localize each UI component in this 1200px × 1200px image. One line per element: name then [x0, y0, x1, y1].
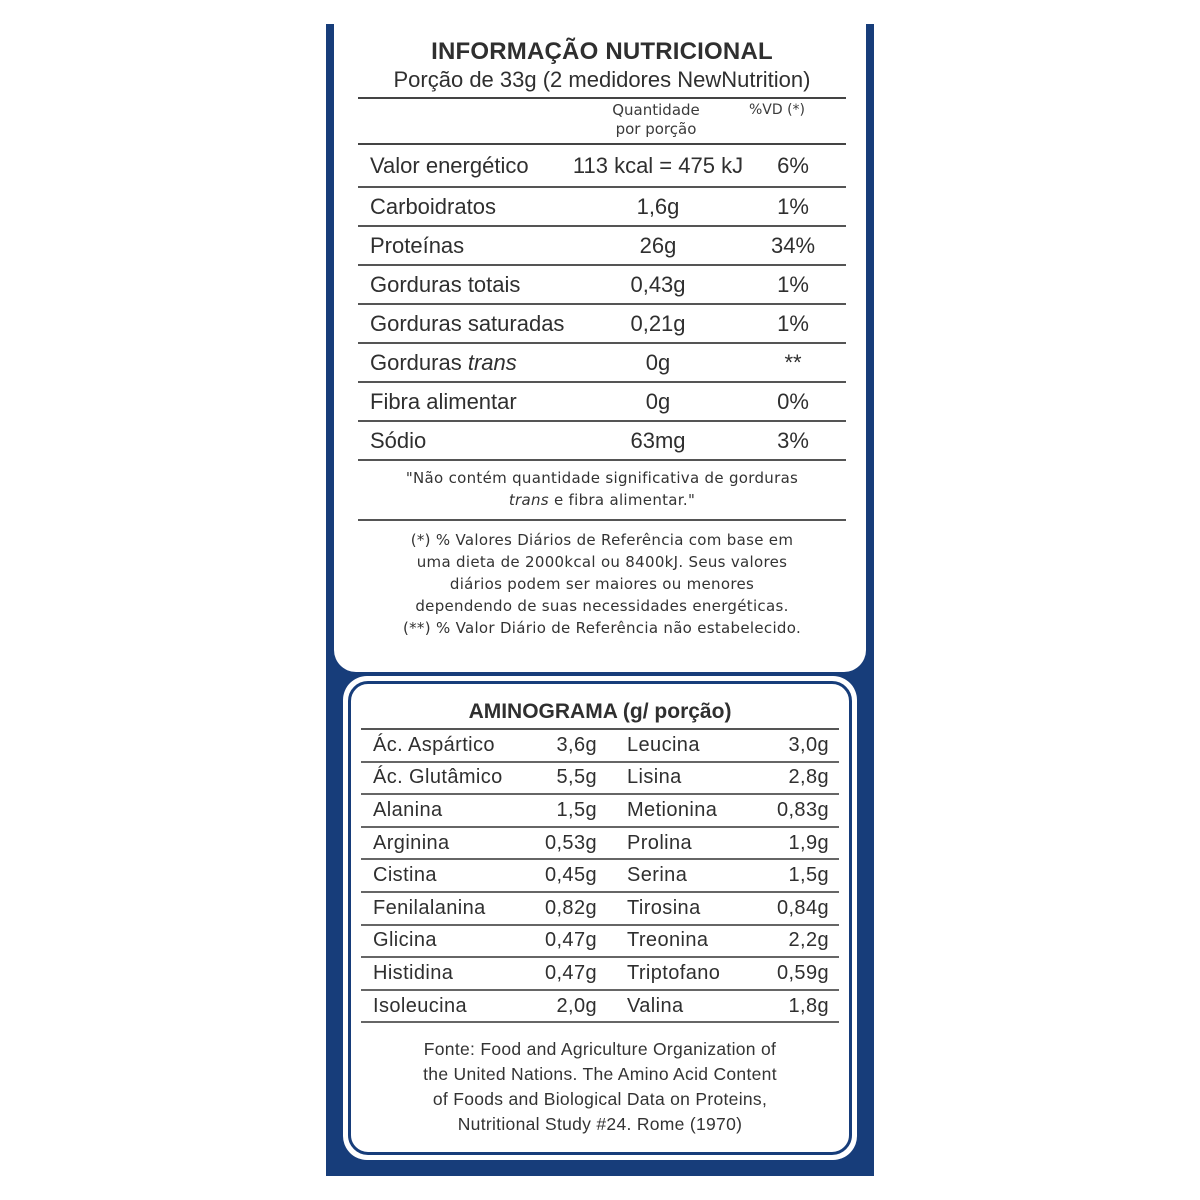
- amino-value: 0,83g: [776, 798, 829, 821]
- amino-name: Arginina: [373, 831, 450, 854]
- nutrition-header-row: [358, 97, 846, 145]
- nutrient-name: Gorduras saturadas: [370, 310, 565, 336]
- amino-name: Prolina: [627, 831, 693, 854]
- nutrient-quantity: 0g: [645, 349, 671, 375]
- nutrient-quantity: 0,21g: [630, 310, 686, 336]
- amino-value: 1,8g: [788, 994, 829, 1017]
- aminogram-row: [361, 893, 839, 926]
- nutrient-quantity: 0,43g: [630, 271, 686, 297]
- nutrient-quantity: 0g: [645, 388, 671, 414]
- nutrient-name: Fibra alimentar: [370, 388, 517, 414]
- nutrition-row: [358, 266, 846, 305]
- nutrient-daily-value: **: [784, 349, 802, 375]
- nutrient-quantity: 113 kcal = 475 kJ: [572, 152, 744, 178]
- amino-name: Glicina: [373, 929, 437, 952]
- amino-value: 0,47g: [544, 929, 597, 952]
- amino-name: Tirosina: [627, 896, 701, 919]
- aminogram-row: [361, 763, 839, 796]
- nutrient-daily-value: 1%: [777, 310, 809, 336]
- amino-name: Ác. Glutâmico: [373, 766, 503, 789]
- aminogram-panel: [343, 676, 857, 1160]
- nutrient-name: Carboidratos: [370, 193, 496, 219]
- nutrient-daily-value: 6%: [777, 152, 809, 178]
- amino-value: 1,5g: [556, 798, 597, 821]
- nutrition-row: [358, 383, 846, 422]
- aminogram-row: [361, 795, 839, 828]
- amino-value: 0,59g: [776, 961, 829, 984]
- amino-name: Lisina: [627, 766, 682, 789]
- amino-name: Triptofano: [627, 961, 721, 984]
- nutrient-name: Sódio: [370, 427, 427, 453]
- nutrient-name: Proteínas: [370, 232, 465, 258]
- amino-value: 0,47g: [544, 961, 597, 984]
- aminogram-row: [361, 926, 839, 959]
- aminogram-source: Fonte: Food and Agriculture Organization of the United Nations. The Amino Acid Content of Foods and Biological Data on Proteins, Nutritional Study #24. Rome (1970): [423, 1039, 777, 1135]
- aminogram-row: [361, 828, 839, 861]
- amino-value: 0,82g: [544, 896, 597, 919]
- aminogram-row: [361, 958, 839, 991]
- amino-name: Alanina: [373, 798, 443, 821]
- amino-value: 3,6g: [556, 733, 597, 756]
- amino-value: 3,0g: [788, 733, 829, 756]
- amino-value: 2,8g: [788, 766, 829, 789]
- amino-value: 0,84g: [776, 896, 829, 919]
- amino-name: Ác. Aspártico: [373, 733, 495, 756]
- aminogram-row: [361, 991, 839, 1024]
- portion-size: Porção de 33g (2 medidores NewNutrition): [393, 67, 811, 92]
- amino-value: 0,53g: [544, 831, 597, 854]
- nutrition-row: [358, 305, 846, 344]
- amino-value: 1,9g: [788, 831, 829, 854]
- amino-name: Leucina: [627, 733, 700, 756]
- amino-value: 2,2g: [788, 929, 829, 952]
- nutrient-quantity: 26g: [639, 232, 677, 258]
- amino-name: Fenilalanina: [373, 896, 486, 919]
- aminogram-row: [361, 860, 839, 893]
- nutrient-name: Gorduras trans: [370, 349, 517, 375]
- aminogram-row: [361, 730, 839, 763]
- nutrition-row: [358, 145, 846, 188]
- amino-name: Histidina: [373, 961, 454, 984]
- amino-name: Isoleucina: [373, 994, 468, 1017]
- header-quantity: Quantidade por porção: [612, 101, 700, 138]
- nutrient-name: Valor energético: [370, 152, 529, 178]
- nutrient-daily-value: 0%: [777, 388, 809, 414]
- nutrient-daily-value: 1%: [777, 271, 809, 297]
- amino-name: Cistina: [373, 864, 437, 887]
- amino-name: Metionina: [627, 798, 718, 821]
- nutrient-quantity: 1,6g: [636, 193, 680, 219]
- amino-value: 2,0g: [556, 994, 597, 1017]
- amino-name: Valina: [627, 994, 684, 1017]
- nutrition-row: [358, 422, 846, 461]
- nutrient-daily-value: 34%: [770, 232, 816, 258]
- nutrient-daily-value: 1%: [777, 193, 809, 219]
- amino-name: Treonina: [627, 929, 709, 952]
- amino-name: Serina: [627, 864, 688, 887]
- amino-value: 5,5g: [556, 766, 597, 789]
- aminogram-title: AMINOGRAMA (g/ porção): [361, 698, 839, 730]
- nutrition-row: [358, 188, 846, 227]
- daily-value-footnote: (*) % Valores Diários de Referência com base em uma dieta de 2000kcal ou 8400kJ. Seus valores diários podem ser maiores ou menores dependendo de suas necessidades energéticas. (**) % Valor Diário de Referência não estabelecido.: [402, 531, 802, 637]
- trans-fiber-note: "Não contém quantidade significativa de gorduras trans e fibra alimentar.": [358, 461, 846, 521]
- nutrient-quantity: 63mg: [630, 427, 686, 453]
- nutrition-facts-panel: [334, 24, 866, 672]
- header-daily-value: %VD (*): [748, 102, 806, 118]
- nutrition-row: [358, 227, 846, 266]
- nutrition-row: [358, 344, 846, 383]
- amino-value: 0,45g: [544, 864, 597, 887]
- nutrient-daily-value: 3%: [777, 427, 809, 453]
- nutrient-name: Gorduras totais: [370, 271, 521, 297]
- amino-value: 1,5g: [788, 864, 829, 887]
- nutrition-title: INFORMAÇÃO NUTRICIONAL: [431, 38, 773, 65]
